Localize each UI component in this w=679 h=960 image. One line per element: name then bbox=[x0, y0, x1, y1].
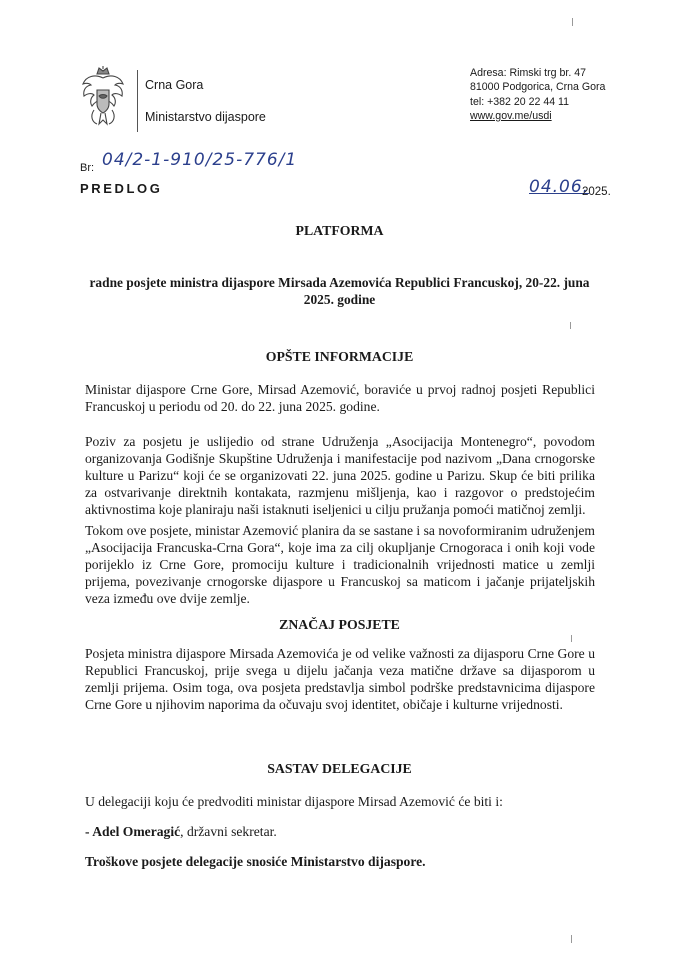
member-prefix: - bbox=[85, 824, 93, 839]
section-heading-general: OPŠTE INFORMACIJE bbox=[265, 349, 414, 364]
delegation-intro: U delegaciji koju će predvoditi ministar dijaspore Mirsad Azemović će biti i: bbox=[85, 794, 503, 809]
date-year: 2025. bbox=[582, 186, 611, 198]
scan-mark bbox=[571, 935, 572, 943]
coat-of-arms-icon bbox=[80, 66, 126, 132]
scan-mark bbox=[572, 18, 573, 26]
phone-number: tel: +382 20 22 44 11 bbox=[470, 95, 570, 108]
member-role: , državni sekretar. bbox=[180, 824, 277, 839]
status-label: PREDLOG bbox=[80, 181, 163, 196]
document-subtitle-line-2: 2025. godine bbox=[303, 292, 376, 307]
address-line-1: Adresa: Rimski trg br. 47 bbox=[470, 67, 586, 79]
reference-label: Br: bbox=[80, 162, 95, 174]
general-paragraph-2: Poziv za posjetu je uslijedio od strane Udruženja „Asocijacija Montenegro“, povodom organizovanja Godišnje Skupštine Udruženja i manifestacije pod nazivom „Dana crnogorske kulture u Parizu“ koji će se organizovati 22. juna 2025. godine u Parizu. Skup će biti prilika za ostvarivanje direktnih kontakata, razmjenu mišljenja, kao i razgovor o predstojećim aktivnostima koje planiraju naši istaknuti iseljenici u cilju pružanja pomoći matičnoj zemlji. bbox=[85, 434, 595, 517]
scan-mark bbox=[571, 635, 572, 642]
date-handwritten: 04.06. bbox=[529, 177, 590, 197]
general-paragraph-3: Tokom ove posjete, ministar Azemović planira da se sastane i sa novoformiranim udruženjem „Asocijacija Francuska-Crna Gora“, koje ima za cilj okupljanje Crnogoraca i onih koji vode porijeklo iz Crne Gore, promociju kulture i tradicionalnih vrijednosti matice u zemlji prijema, povezivanje crnogorske dijaspore u Francuskoj sa maticom i jačanje prijateljskih veza između ove dvije zemlje. bbox=[85, 523, 595, 606]
section-heading-significance: ZNAČAJ POSJETE bbox=[279, 617, 400, 632]
document-title: PLATFORMA bbox=[295, 223, 384, 238]
section-heading-delegation: SASTAV DELEGACIJE bbox=[267, 761, 412, 776]
address-block bbox=[470, 66, 605, 123]
country-name: Crna Gora bbox=[145, 78, 204, 92]
general-paragraph-1: Ministar dijaspore Crne Gore, Mirsad Azemović, boraviće u prvoj radnoj posjeti Republici Francuskoj u periodu od 20. do 22. juna 2025. godine. bbox=[85, 382, 595, 414]
document-subtitle-line-1: radne posjete ministra dijaspore Mirsada Azemovića Republici Francuskoj, 20-22. juna bbox=[89, 275, 590, 290]
header-divider bbox=[137, 70, 138, 132]
member-name: Adel Omeragić bbox=[92, 824, 181, 839]
address-line-2: 81000 Podgorica, Crna Gora bbox=[470, 81, 606, 94]
significance-paragraph: Posjeta ministra dijaspore Mirsada Azemovića je od velike važnosti za dijasporu Crne Gore u Republici Francuskoj, prije svega u dijelu jačanja veza matične države sa dijasporom u zemlji prijema. Osim toga, ova posjeta predstavlja simbol podrške predstavnicima dijaspore Crne Gore u njihovim naporima da očuvaju svoj identitet, običaje i kulturne vrijednosti. bbox=[85, 646, 595, 712]
ministry-name: Ministarstvo dijaspore bbox=[145, 110, 266, 124]
delegation-costs: Troškove posjete delegacije snosiće Ministarstvo dijaspore. bbox=[85, 854, 426, 869]
scan-mark bbox=[570, 322, 571, 329]
delegation-member bbox=[85, 823, 595, 840]
reference-number: 04/2-1-910/25-776/1 bbox=[102, 150, 298, 170]
website-link[interactable]: www.gov.me/usdi bbox=[470, 109, 552, 122]
